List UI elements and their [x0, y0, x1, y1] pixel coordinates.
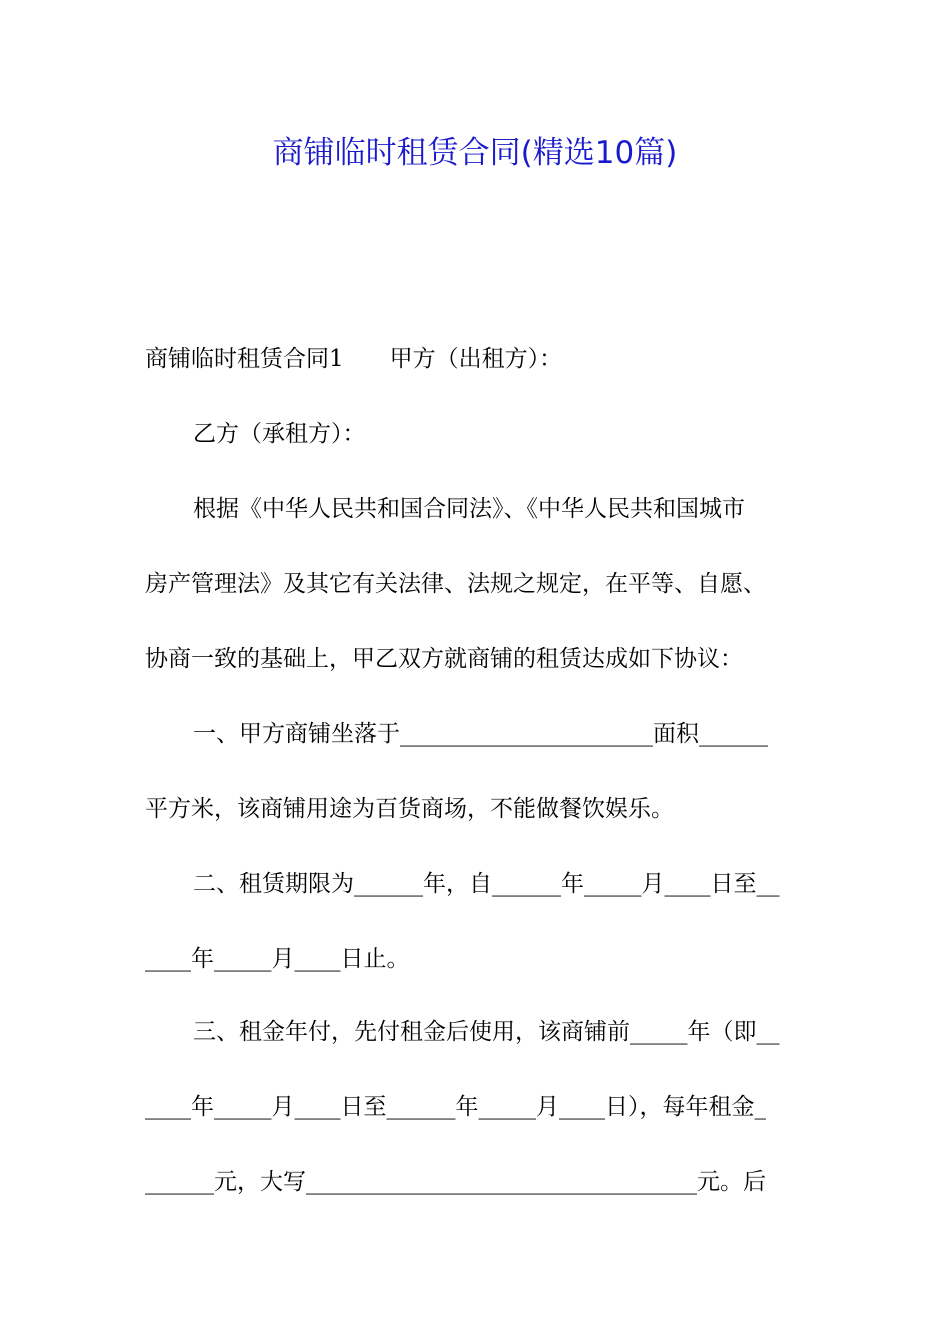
contract-heading-line [145, 339, 810, 379]
clause-3-line: ____年_____月____日至______年_____月____日），每年租金_ [145, 1094, 766, 1120]
party-a-label: 甲方（出租方）： [389, 346, 563, 372]
clause-1-line: 平方米，该商铺用途为百货商场，不能做餐饮娱乐。 [145, 796, 674, 822]
clause-2-line: 二、租赁期限为______年，自______年_____月____日至__ [193, 871, 780, 897]
clause-2-line: ____年_____月____日止。 [145, 946, 410, 972]
document-title: 商铺临时租赁合同(精选10篇) [272, 135, 678, 171]
clause-3-line: 三、租金年付，先付租金后使用，该商铺前_____年（即__ [193, 1019, 780, 1045]
clause-1-line: 一、甲方商铺坐落于______________________面积______ [193, 721, 768, 747]
paragraph-line: 根据《中华人民共和国合同法》、《中华人民共和国城市 [193, 496, 745, 522]
paragraph-line: 房产管理法》及其它有关法律、法规之规定，在平等、自愿、 [145, 571, 766, 597]
party-b-label: 乙方（承租方）： [193, 421, 366, 447]
contract-number-label: 商铺临时租赁合同1 [145, 346, 344, 372]
clause-3-line: ______元，大写__________________________________元。后 [145, 1169, 766, 1195]
paragraph-line: 协商一致的基础上，甲乙双方就商铺的租赁达成如下协议： [145, 646, 743, 672]
